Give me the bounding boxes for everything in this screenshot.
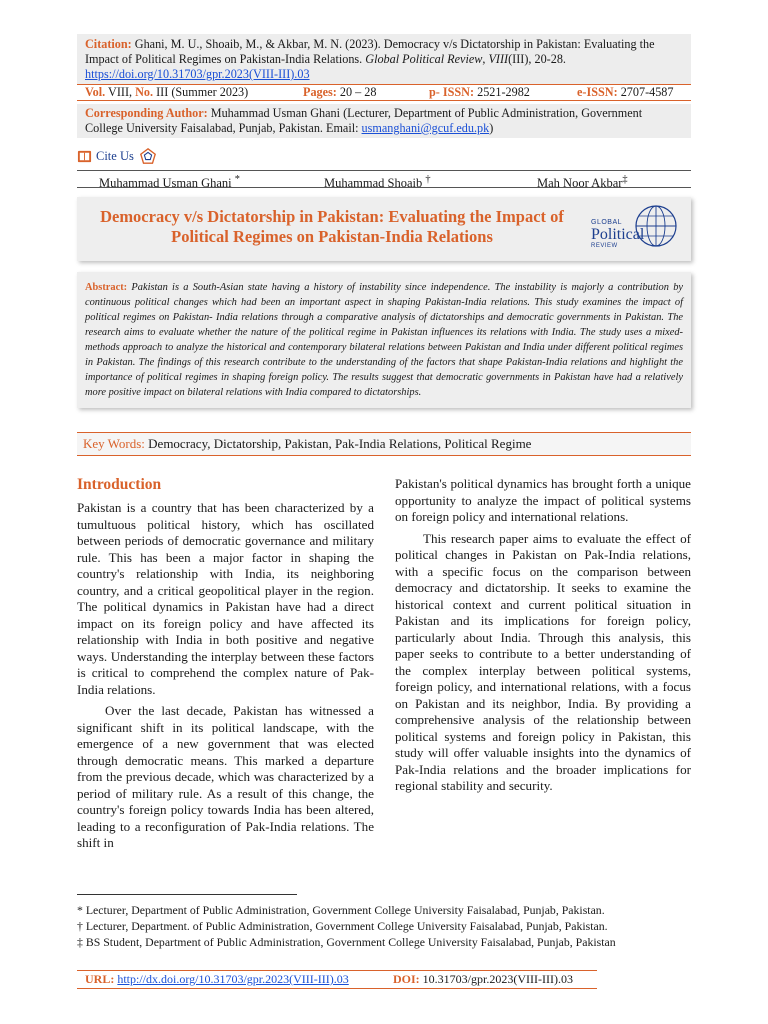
- network-icon: [139, 147, 157, 165]
- logo-line-2: Political: [591, 226, 645, 243]
- intro-paragraph-2: Over the last decade, Pakistan has witnessed a significant shift in its political landscape, with the emergence of a new government that was elected through democratic means. This marked a departure from the previous decade, which was characterized by a period of military rule. As a result of this change, the country's foreign policy towards India has been altered, leading to a reconfiguration of Pak-India relations. The shift in: [77, 703, 374, 850]
- right-column: [395, 476, 691, 795]
- citation-authors: Ghani, M. U., Shoaib, M., & Akbar, M. N. (2023).: [134, 37, 381, 51]
- citation-journal: Global Political Review: [365, 52, 483, 66]
- eissn-info: [577, 83, 674, 101]
- intro-paragraph-4: This research paper aims to evaluate the effect of political changes in Pakistan on Pak-India relations, with a specific focus on the comparison between democracy and dictatorship. It seeks to examine the historical context and current political situation in Pakistan and its implications for foreign policy, particularly about India. Through this analysis, this paper seeks to contribute to a better understanding of the complex interplay between political systems, foreign policy, and international relations, with a focus on Pakistan and its neighbor, India. By providing a comprehensive analysis of the relationship between political systems and foreign policy in Pakistan, this study will offer valuable insights into the dynamics of Pak-India relations and the broader implications for regional stability and security.: [395, 530, 691, 793]
- footer-doi: [393, 971, 573, 988]
- footer-doi-label: DOI:: [393, 972, 420, 986]
- volume-info: [85, 83, 248, 101]
- cite-us-button[interactable]: [77, 145, 157, 167]
- corresponding-close: ): [489, 121, 494, 135]
- footnotes: [77, 902, 691, 950]
- footnote-rule: [77, 894, 297, 895]
- citation-issue-pages: (III), 20-28.: [508, 52, 566, 66]
- footnote-2: † Lecturer, Department. of Public Administration, Government College University Faisalabad, Punjab, Pakistan.: [77, 919, 608, 933]
- footer-url-link[interactable]: http://dx.doi.org/10.31703/gpr.2023(VIII-III).03: [117, 972, 349, 986]
- footnote-3: ‡ BS Student, Department of Public Administration, Government College University Faisalabad, Punjab, Pakistan: [77, 935, 616, 949]
- corresponding-author-block: [77, 104, 691, 138]
- pages-label: Pages:: [303, 85, 337, 99]
- author-1-mark: *: [234, 174, 240, 185]
- corresponding-email-link[interactable]: usmanghani@gcuf.edu.pk: [361, 121, 490, 135]
- corresponding-label: Corresponding Author:: [85, 106, 208, 120]
- cite-us-label: Cite Us: [96, 148, 134, 163]
- vol-label: Vol.: [85, 85, 106, 99]
- keywords-row: [77, 432, 691, 456]
- article-title-box: [77, 197, 691, 261]
- intro-paragraph-1: Pakistan is a country that has been characterized by a tumultuous political history, which has oscillated between periods of democratic governance and military rule. This has been a major factor in shaping the country's relationship with India, its neighboring country, and a critical geopolitical player in the region. The political dynamics in Pakistan have had a direct impact on its foreign policy and have affected its relationship with India in both positive and negative ways. Understanding the interplay between these factors is critical to comprehend the complex nature of Pak-India relations.: [77, 500, 374, 697]
- author-3: [537, 171, 628, 192]
- keywords-label: Key Words:: [83, 436, 145, 451]
- author-1: [99, 171, 240, 192]
- logo-line-3: REVIEW: [591, 243, 618, 249]
- abstract-block: [77, 272, 691, 408]
- left-column: [77, 476, 374, 852]
- journal-logo: [585, 201, 681, 257]
- citation-title: Democracy v/s Dictatorship in Pakistan: Evaluating the Impact of Political Regimes on Pakistan-India Relations.: [85, 37, 655, 66]
- abstract-label: Abstract:: [85, 282, 128, 293]
- keywords-text: Democracy, Dictatorship, Pakistan, Pak-India Relations, Political Regime: [148, 436, 532, 451]
- eissn-label: e-ISSN:: [577, 85, 618, 99]
- author-3-name: Mah Noor Akbar: [537, 176, 623, 191]
- citation-volume: VIII: [488, 52, 509, 66]
- pages-value: 20 – 28: [339, 85, 377, 99]
- pissn-label: p- ISSN:: [429, 85, 475, 99]
- authors-row: [77, 170, 691, 191]
- footer-url-label: URL:: [85, 972, 115, 986]
- section-heading-introduction: Introduction: [77, 476, 162, 493]
- intro-paragraph-3: Pakistan's political dynamics has brought forth a unique opportunity to analyze the impact of political systems on foreign policy and international relations.: [395, 476, 691, 524]
- citation-label: Citation:: [85, 37, 132, 51]
- author-1-name: Muhammad Usman Ghani: [99, 176, 232, 191]
- citation-doi-link[interactable]: https://doi.org/10.31703/gpr.2023(VIII-III).03: [85, 67, 310, 81]
- footer-doi-value: 10.31703/gpr.2023(VIII-III).03: [422, 972, 573, 986]
- pissn-info: [429, 83, 530, 101]
- author-2-mark: †: [425, 174, 431, 185]
- abstract-text: Pakistan is a South-Asian state having a history of instability since independence. The instability is majorly a contribution by continuous political changes which had been an important aspect in shaping Pakistan-India relations. This study examines the impact of political regimes on Pakistan- India relations through a comparative analysis of dictatorships and democratic governments in Pakistan. The research aims to evaluate whether the nature of the political regime in Pakistan influences its relations with India. The study uses a mixed-methods approach to analyze the historical and contemporary bilateral relations between Pakistan and India under different political regimes in Pakistan. The findings of this research contribute to the understanding of the factors that shape Pakistan-India relations and highlight the importance of political regimes in shaping foreign policy. The results suggest that democratic governments in Pakistan have had a relatively more positive impact on bilateral relations with India compared to dictatorships.: [85, 282, 683, 398]
- eissn-value: 2707-4587: [620, 85, 674, 99]
- logo-line-1: GLOBAL: [591, 219, 623, 226]
- no-label: No.: [135, 85, 154, 99]
- issue-meta-row: [77, 83, 691, 101]
- no-value: III (Summer 2023): [156, 85, 249, 99]
- citation-block: Citation: Ghani, M. U., Shoaib, M., & Akbar, M. N. (2023). Democracy v/s Dictatorship in Pakistan: Evaluating the Impact of Political Regimes on Pakistan-India Relations. Global Political Review, VIII(III), 20-28. https://doi.org/10.31703/gpr.2023(VIII-III).03: [77, 34, 691, 85]
- vol-value: VIII,: [108, 85, 133, 99]
- page-footer: [77, 970, 597, 989]
- pissn-value: 2521-2982: [477, 85, 530, 99]
- book-icon: [77, 149, 92, 164]
- author-3-mark: ‡: [622, 174, 628, 185]
- author-2: [324, 171, 431, 192]
- corresponding-text: Muhammad Usman Ghani (Lecturer, Department of Public Administration, Government College University Faisalabad, Punjab, Pakistan. Email:: [85, 106, 643, 135]
- footer-url: [85, 971, 349, 988]
- footnote-1: * Lecturer, Department of Public Administration, Government College University Faisalabad, Punjab, Pakistan.: [77, 903, 605, 917]
- article-title: Democracy v/s Dictatorship in Pakistan: Evaluating the Impact of Political Regimes on Pakistan-India Relations: [100, 207, 564, 246]
- pages-info: [303, 83, 376, 101]
- author-2-name: Muhammad Shoaib: [324, 176, 423, 191]
